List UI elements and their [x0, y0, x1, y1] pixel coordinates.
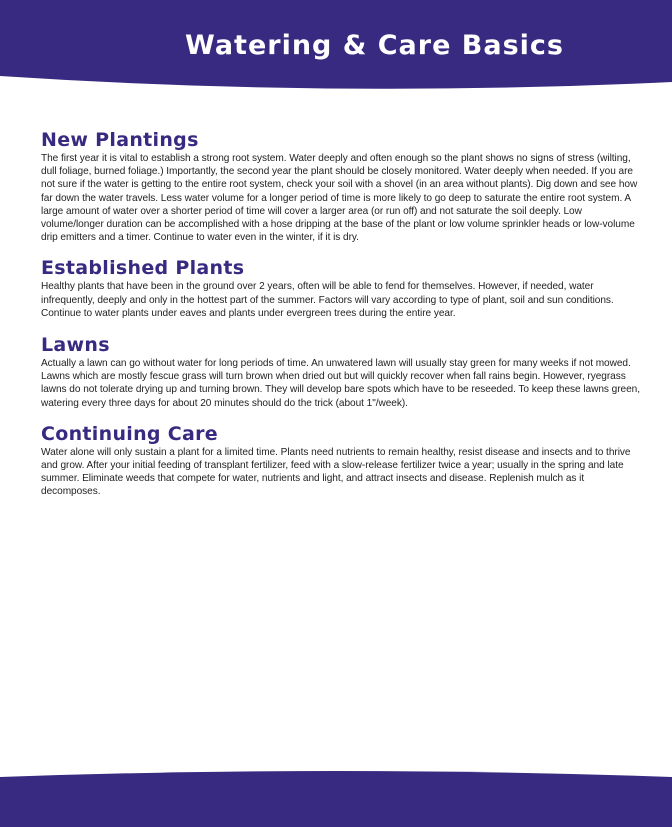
footer-banner: [0, 767, 672, 827]
section-new-plantings: [41, 129, 644, 244]
section-body: Water alone will only sustain a plant for a limited time. Plants need nutrients to remain healthy, resist disease and insects and to thrive and grow. After your initial feeding of transplant fertilizer, feed with a slow-release fertilizer twice a year; usually in the spring and late summer. Eliminate weeds that compete for water, nutrients and light, and attract insects and disease. Replenish mulch as it decomposes.: [41, 446, 631, 498]
section-body: Healthy plants that have been in the ground over 2 years, often will be able to fend for themselves. However, if needed, water infrequently, deeply and only in the hottest part of the summer. Factors will vary according to type of plant, soil and sun conditions. Continue to water plants under eaves and plants under evergreen trees during the entire year.: [41, 281, 614, 319]
section-heading: Established Plants: [41, 257, 245, 280]
section-heading: Continuing Care: [41, 422, 218, 445]
page-title: Watering & Care Basics: [185, 30, 564, 61]
section-continuing-care: [41, 423, 644, 499]
document-content: [41, 129, 644, 499]
section-body: The first year it is vital to establish a strong root system. Water deeply and often enough so the plant shows no signs of stress (wilting, dull foliage, burned foliage.) Importantly, the second year the plant should be closely monitored. Water deeply when needed. If you are not sure if the water is getting to the entire root system, check your soil with a shovel (in an area without plants). Dig down and see how far down the water travels. Less water volume for a longer period of time is more likely to go deep to saturate the entire root system. A large amount of water over a shorter period of time will cover a larger area (or run off) and not saturate the soil deeply. Low volume/longer duration can be accomplished with a hose dripping at the base of the plant or low volume sprinkler heads or low-volume drip emitters and a timer. Continue to water even in the winter, if it is dry.: [41, 153, 638, 244]
section-heading: Lawns: [41, 334, 110, 357]
section-lawns: [41, 334, 644, 410]
section-established-plants: [41, 257, 644, 320]
section-body: Actually a lawn can go without water for long periods of time. An unwatered lawn will usually stay green for many weeks if not mowed. Lawns which are mostly fescue grass will turn brown when dried out but will quickly recover when fall rains begin. However, ryegrass lawns do not tolerate drying up and turning brown. They will develop bare spots which have to be reseeded. To keep these lawns green, watering every three days for about 20 minutes should do the trick (about 1"/week).: [41, 358, 640, 409]
section-heading: New Plantings: [41, 129, 199, 151]
